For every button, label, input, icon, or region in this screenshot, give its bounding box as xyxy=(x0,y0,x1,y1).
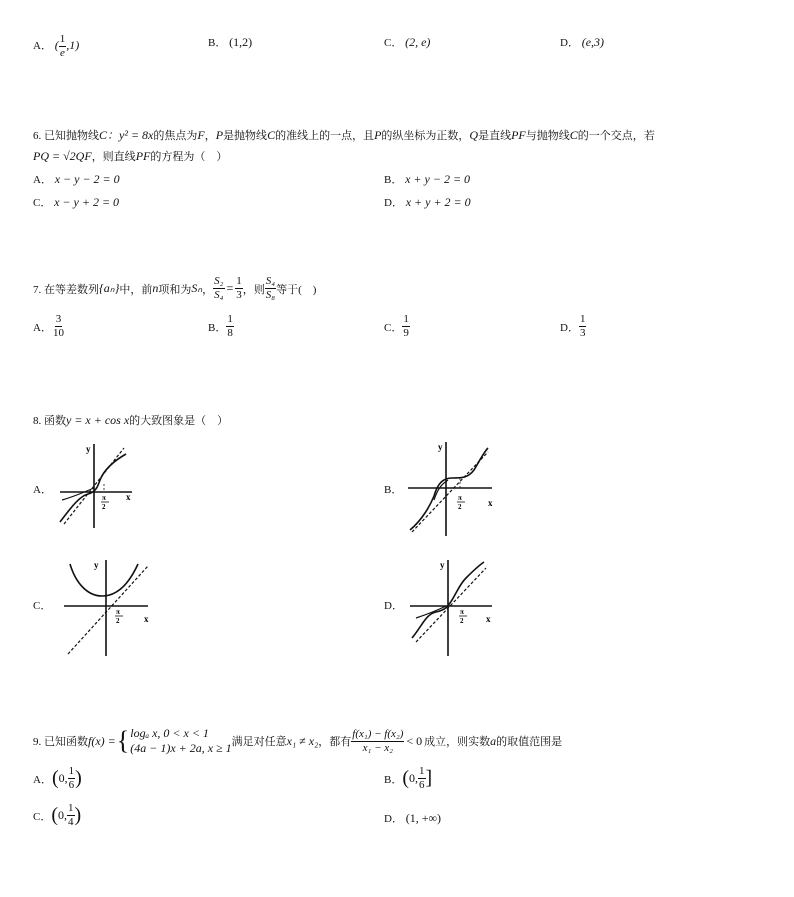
q9-option-b[interactable]: B． ( 0, $\frac{1}{6}$ ] xyxy=(384,765,433,791)
q8-graph-a[interactable] xyxy=(56,440,146,530)
q8-d-x-label: x xyxy=(486,614,491,624)
q8-graph-b[interactable] xyxy=(404,438,504,538)
q7-option-d-label: D． xyxy=(560,321,579,334)
q8-c-tick-num: π xyxy=(116,608,120,616)
q6-option-d-expr: x + y + 2 = 0 xyxy=(405,195,471,209)
q9-stem: 9. 已知函数 f(x) = { logₐ x, 0 < x < 1 (4a − 1)x + 2a, x ≥ 1 满足对任意 x₁ ≠ x₂ ，都有 $\frac{\text{f(x₁) − f(x₂)}}{\text{x₁ − x₂}}$ < 0 成立，则实数 a 的取值范围是 xyxy=(33,726,563,755)
q7-option-b-label: B． xyxy=(208,321,227,334)
q7-option-c[interactable] xyxy=(384,314,410,339)
q9-option-a[interactable]: A． ( 0, $\frac{1}{6}$ ) xyxy=(33,765,82,791)
q7-option-a[interactable] xyxy=(33,314,65,339)
q7-option-b-fraction: $\frac{1}{8}$ xyxy=(227,313,233,339)
q6-option-a-label: A． xyxy=(33,174,52,186)
q8-d-tick-num: π xyxy=(460,608,464,616)
q8-c-x-label: x xyxy=(144,614,149,624)
q9-case-1: logₐ x, 0 < x < 1 xyxy=(130,726,209,740)
q5-option-c-label: C． xyxy=(384,37,403,49)
q7-option-a-fraction: $\frac{3}{10}$ xyxy=(52,313,64,339)
q7-option-c-label: C． xyxy=(384,321,403,334)
q6-stem: 6. 已知抛物线C：y² = 8x的焦点为F，P是抛物线C的准线上的一点，且P的纵坐标为正数，Q是直线PF与抛物线C的一个交点，若 xyxy=(33,128,655,142)
q5-option-a-close: ,1) xyxy=(66,38,80,53)
q9-case-2: (4a − 1)x + 2a, x ≥ 1 xyxy=(130,741,232,755)
q5-option-c-expr: (2, e) xyxy=(405,35,431,49)
q5-option-a-open: ( xyxy=(54,38,59,53)
q7-option-b[interactable] xyxy=(208,314,234,339)
q8-graph-d[interactable] xyxy=(406,556,504,660)
q5-option-d-expr: (e,3) xyxy=(581,35,605,49)
q5-option-a-label: A． xyxy=(33,40,52,53)
q8-b-y-label: y xyxy=(438,442,443,452)
q8-option-d-label: D． xyxy=(384,600,403,612)
q6-option-d-label: D． xyxy=(384,197,403,209)
q8-c-tick-den: 2 xyxy=(116,617,120,625)
q6-option-b-expr: x + y − 2 = 0 xyxy=(405,172,471,186)
q8-b-x-label: x xyxy=(488,498,493,508)
q9-option-d-expr: (1, +∞) xyxy=(405,811,442,825)
q9-option-b-label: B． xyxy=(384,773,403,786)
q8-a-x-label: x xyxy=(126,492,131,502)
q5-option-a-fraction: $\frac{1}{e}$ xyxy=(59,33,66,59)
q7-option-d[interactable] xyxy=(560,314,586,339)
q7-stem: 7. 在等差数列 {aₙ} 中，前 n 项和为 Sₙ ， $\frac{\text{S₂}}{\text{S₄}}$ = $\frac{1}{3}$ ，则 $\frac{\text{S₄}}{\text{S₈}}$ 等于( ) xyxy=(33,275,317,301)
q9-option-d[interactable] xyxy=(384,810,441,826)
q9-option-a-label: A． xyxy=(33,773,52,786)
q8-option-b-label: B． xyxy=(384,484,403,496)
q8-d-tick-den: 2 xyxy=(460,617,464,625)
q8-option-a[interactable] xyxy=(33,481,52,497)
q8-d-y-label: y xyxy=(440,560,445,570)
q8-b-tick-num: π xyxy=(458,494,462,502)
q8-option-c-label: C． xyxy=(33,600,52,612)
q6-option-c[interactable] xyxy=(33,194,119,210)
q5-option-b-expr: (1,2) xyxy=(229,35,253,49)
q8-option-d[interactable] xyxy=(384,597,403,613)
q5-option-b[interactable] xyxy=(208,34,252,50)
q6-stem-line2: PQ = √2QF，则直线PF的方程为（ ） xyxy=(33,149,228,163)
q8-a-tick-num: π xyxy=(102,494,106,502)
q7-option-a-label: A． xyxy=(33,321,52,334)
q5-option-d-label: D． xyxy=(560,37,579,49)
q9-option-c-label: C． xyxy=(33,810,52,823)
q6-option-a-expr: x − y − 2 = 0 xyxy=(54,172,120,186)
q9-option-c[interactable]: C． ( 0, $\frac{1}{4}$ ) xyxy=(33,802,82,828)
q6-option-a[interactable] xyxy=(33,171,120,187)
q8-option-c[interactable] xyxy=(33,597,51,613)
q8-stem: 8. 函数y = x + cos x的大致图象是（ ） xyxy=(33,413,229,427)
q8-a-tick-den: 2 xyxy=(102,503,106,511)
q8-option-a-label: A． xyxy=(33,484,52,496)
q5-option-a[interactable] xyxy=(33,34,79,59)
q6-option-c-expr: x − y + 2 = 0 xyxy=(54,195,120,209)
q6-option-b[interactable] xyxy=(384,171,470,187)
q6-option-d[interactable] xyxy=(384,194,471,210)
q8-option-b[interactable] xyxy=(384,481,402,497)
q5-option-b-label: B． xyxy=(208,37,227,49)
q8-a-y-label: y xyxy=(86,444,91,454)
q7-option-d-fraction: $\frac{1}{3}$ xyxy=(579,313,586,339)
q7-option-c-fraction: $\frac{1}{9}$ xyxy=(403,313,409,339)
q8-b-tick-den: 2 xyxy=(458,503,462,511)
q8-graph-c[interactable] xyxy=(62,556,162,660)
q5-option-c[interactable] xyxy=(384,34,430,50)
q6-option-b-label: B． xyxy=(384,174,403,186)
q9-option-d-label: D． xyxy=(384,813,403,825)
q6-option-c-label: C． xyxy=(33,197,52,209)
q8-c-y-label: y xyxy=(94,560,99,570)
q5-option-d[interactable] xyxy=(560,34,604,50)
